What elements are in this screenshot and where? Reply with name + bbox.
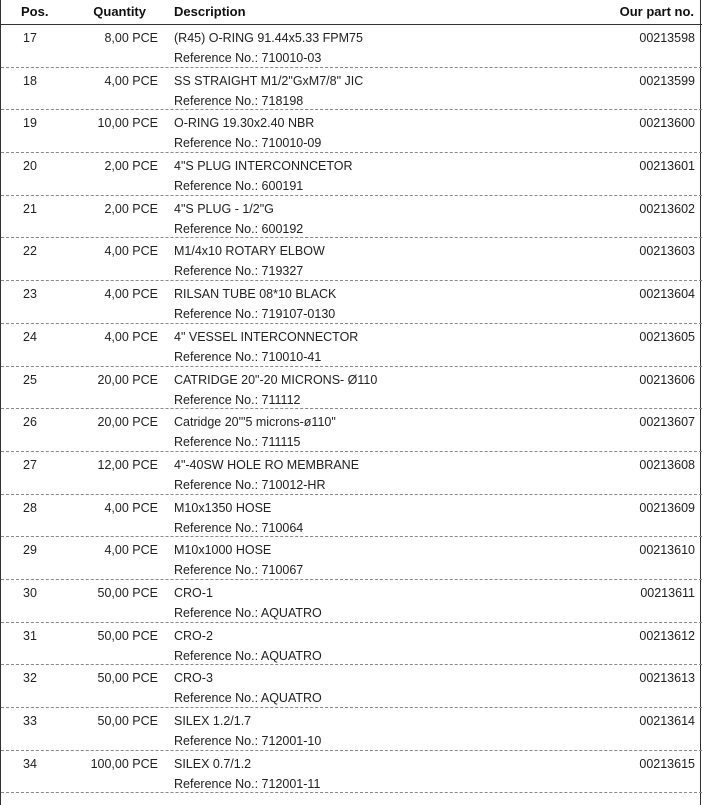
row-quantity: 8,00 PCE: [104, 31, 158, 45]
row-part-no: 00213611: [640, 585, 695, 600]
row-part-no: 00213601: [639, 159, 695, 174]
row-reference: Reference No.: 718198: [174, 93, 304, 108]
row-quantity: 4,00 PCE: [104, 500, 158, 515]
row-reference: Reference No.: 710064: [174, 520, 304, 535]
row-quantity: 50,00 PCE: [97, 714, 158, 728]
row-part-no: 00213599: [639, 73, 695, 88]
row-reference: Reference No.: AQUATRO: [174, 605, 322, 620]
row-part-no: 00213610: [639, 543, 695, 558]
row-quantity: 4,00 PCE: [104, 287, 158, 302]
row-description: 4"S PLUG - 1/2"G: [174, 201, 274, 216]
row-pos: 18: [23, 73, 37, 88]
header-quantity: Quantity: [93, 4, 146, 19]
table-header: [1, 0, 702, 25]
row-description: SILEX 1.2/1.7: [174, 714, 252, 728]
row-description: M10x1000 HOSE: [174, 543, 272, 558]
row-quantity: 2,00 PCE: [104, 159, 158, 174]
table-row: [1, 580, 702, 623]
row-reference: Reference No.: 711115: [174, 435, 301, 450]
row-reference: Reference No.: 710010-41: [174, 349, 322, 364]
row-pos: 25: [23, 372, 37, 387]
row-part-no: 00213609: [639, 500, 695, 515]
row-reference: Reference No.: 710010-03: [174, 51, 322, 65]
row-description: (R45) O-RING 91.44x5.33 FPM75: [174, 31, 363, 45]
row-description: RILSAN TUBE 08*10 BLACK: [174, 287, 337, 302]
row-reference: Reference No.: 719327: [174, 264, 304, 279]
row-pos: 26: [23, 415, 37, 430]
table-row: [1, 25, 702, 68]
row-quantity: 50,00 PCE: [97, 628, 158, 643]
row-reference: Reference No.: 710067: [174, 563, 304, 578]
row-reference: Reference No.: AQUATRO: [174, 691, 322, 706]
row-description: CRO-3: [174, 671, 213, 686]
row-pos: 32: [23, 671, 37, 686]
table-row: [1, 751, 702, 794]
row-reference: Reference No.: AQUATRO: [174, 648, 322, 663]
row-description: SILEX 0.7/1.2: [174, 756, 252, 771]
header-part-no: Our part no.: [619, 4, 694, 19]
row-pos: 21: [23, 201, 37, 216]
row-part-no: 00213608: [639, 457, 695, 472]
row-quantity: 2,00 PCE: [104, 201, 158, 216]
row-description: M1/4x10 ROTARY ELBOW: [174, 244, 325, 259]
row-pos: 19: [23, 116, 37, 131]
row-description: CRO-2: [174, 628, 213, 643]
table-row: [1, 68, 702, 111]
row-pos: 17: [23, 31, 37, 45]
row-pos: 30: [23, 585, 37, 600]
row-quantity: 4,00 PCE: [104, 244, 158, 259]
row-reference: Reference No.: 600192: [174, 221, 304, 236]
row-pos: 23: [23, 287, 37, 302]
row-pos: 33: [23, 714, 37, 728]
table-row: [1, 196, 702, 239]
row-description: Catridge 20'"5 microns-ø110": [174, 415, 336, 430]
row-reference: Reference No.: 710012-HR: [174, 477, 326, 492]
table-row: [1, 238, 702, 281]
table-row: [1, 665, 702, 708]
row-reference: Reference No.: 710010-09: [174, 136, 322, 151]
row-pos: 31: [23, 628, 37, 643]
row-description: O-RING 19.30x2.40 NBR: [174, 116, 315, 131]
table-row: [1, 708, 702, 751]
table-row: [1, 324, 702, 367]
table-row: [1, 495, 702, 538]
row-part-no: 00213615: [639, 756, 695, 771]
row-description: M10x1350 HOSE: [174, 500, 272, 515]
row-quantity: 20,00 PCE: [97, 415, 158, 430]
row-pos: 27: [23, 457, 37, 472]
row-quantity: 100,00 PCE: [90, 756, 158, 771]
row-pos: 28: [23, 500, 37, 515]
table-row: [1, 367, 702, 410]
row-part-no: 00213612: [639, 628, 695, 643]
header-pos: Pos.: [21, 4, 49, 19]
row-part-no: 00213607: [639, 415, 695, 430]
row-quantity: 20,00 PCE: [97, 372, 158, 387]
row-part-no: 00213605: [639, 329, 695, 344]
row-pos: 20: [23, 159, 37, 174]
table-row: [1, 537, 702, 580]
row-reference: Reference No.: 711112: [174, 392, 301, 407]
header-description: Description: [174, 4, 246, 19]
row-pos: 22: [23, 244, 37, 259]
row-quantity: 4,00 PCE: [104, 329, 158, 344]
row-quantity: 50,00 PCE: [97, 585, 158, 600]
row-description: 4"-40SW HOLE RO MEMBRANE: [174, 457, 360, 472]
row-part-no: 00213604: [639, 287, 695, 302]
row-description: 4"S PLUG INTERCONNCETOR: [174, 159, 353, 174]
row-part-no: 00213602: [639, 201, 695, 216]
table-row: [1, 452, 702, 495]
row-description: CRO-1: [174, 585, 213, 600]
table-row: [1, 623, 702, 666]
row-pos: 34: [23, 756, 37, 771]
row-quantity: 50,00 PCE: [97, 671, 158, 686]
row-part-no: 00213614: [639, 714, 695, 728]
row-description: SS STRAIGHT M1/2"GxM7/8" JIC: [174, 73, 364, 88]
row-reference: Reference No.: 719107-0130: [174, 307, 336, 322]
row-part-no: 00213598: [639, 31, 695, 45]
row-part-no: 00213600: [639, 116, 695, 131]
table-row: [1, 281, 702, 324]
row-reference: Reference No.: 712001-11: [174, 776, 321, 791]
row-quantity: 4,00 PCE: [104, 73, 158, 88]
table-row: [1, 153, 702, 196]
table-body: [1, 25, 702, 793]
row-pos: 29: [23, 543, 37, 558]
row-description: 4" VESSEL INTERCONNECTOR: [174, 329, 359, 344]
table-row: [1, 409, 702, 452]
row-reference: Reference No.: 600191: [174, 179, 304, 194]
row-quantity: 10,00 PCE: [97, 116, 158, 131]
row-description: CATRIDGE 20"-20 MICRONS- Ø110: [174, 372, 378, 387]
row-quantity: 12,00 PCE: [97, 457, 158, 472]
row-part-no: 00213606: [639, 372, 695, 387]
row-part-no: 00213603: [639, 244, 695, 259]
table-row: [1, 110, 702, 153]
row-pos: 24: [23, 329, 37, 344]
row-part-no: 00213613: [639, 671, 695, 686]
row-reference: Reference No.: 712001-10: [174, 734, 322, 748]
row-quantity: 4,00 PCE: [104, 543, 158, 558]
